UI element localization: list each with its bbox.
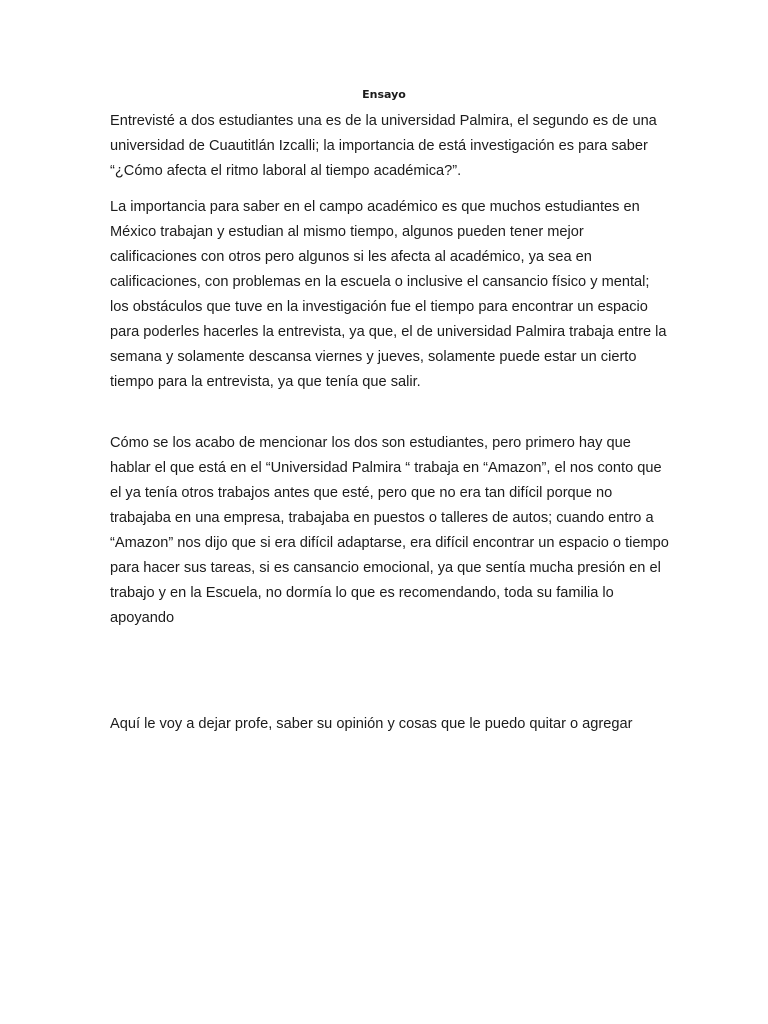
- paragraph-interview: Cómo se los acabo de mencionar los dos son estudiantes, pero primero hay que hablar el que está en el “Universidad Palmira “ trabaja en “Amazon”, el nos conto que el ya tenía otros trabajos antes que esté, pero que no era tan difícil porque no trabajaba en una empresa, trabajaba en puestos o talleres de autos; cuando entro a “Amazon” nos dijo que si era difícil adaptarse, era difícil encontrar un espacio o tiempo para hacer sus tareas, si es cansancio emocional, ya que sentía mucha presión en el trabajo y en la Escuela, no dormía lo que es recomendando, toda su familia lo apoyando: [110, 435, 669, 626]
- document-title: Ensayo: [362, 88, 406, 101]
- paragraph-intro: Entrevisté a dos estudiantes una es de la universidad Palmira, el segundo es de una universidad de Cuautitlán Izcalli; la importancia de está investigación es para saber “¿Cómo afecta el ritmo laboral al tiempo académica?”.: [110, 113, 657, 179]
- paragraph-closing-note: Aquí le voy a dejar profe, saber su opinión y cosas que le puedo quitar o agregar: [110, 716, 633, 732]
- paragraph-importance: La importancia para saber en el campo académico es que muchos estudiantes en México trabajan y estudian al mismo tiempo, algunos pueden tener mejor calificaciones con otros pero algunos si les afecta al académico, ya sea en calificaciones, con problemas en la escuela o inclusive el cansancio físico y mental; los obstáculos que tuve en la investigación fue el tiempo para encontrar un espacio para poderles hacerles la entrevista, ya que, el de universidad Palmira trabaja entre la semana y solamente descansa viernes y jueves, solamente puede estar un cierto tiempo para la entrevista, ya que tenía que salir.: [110, 199, 667, 390]
